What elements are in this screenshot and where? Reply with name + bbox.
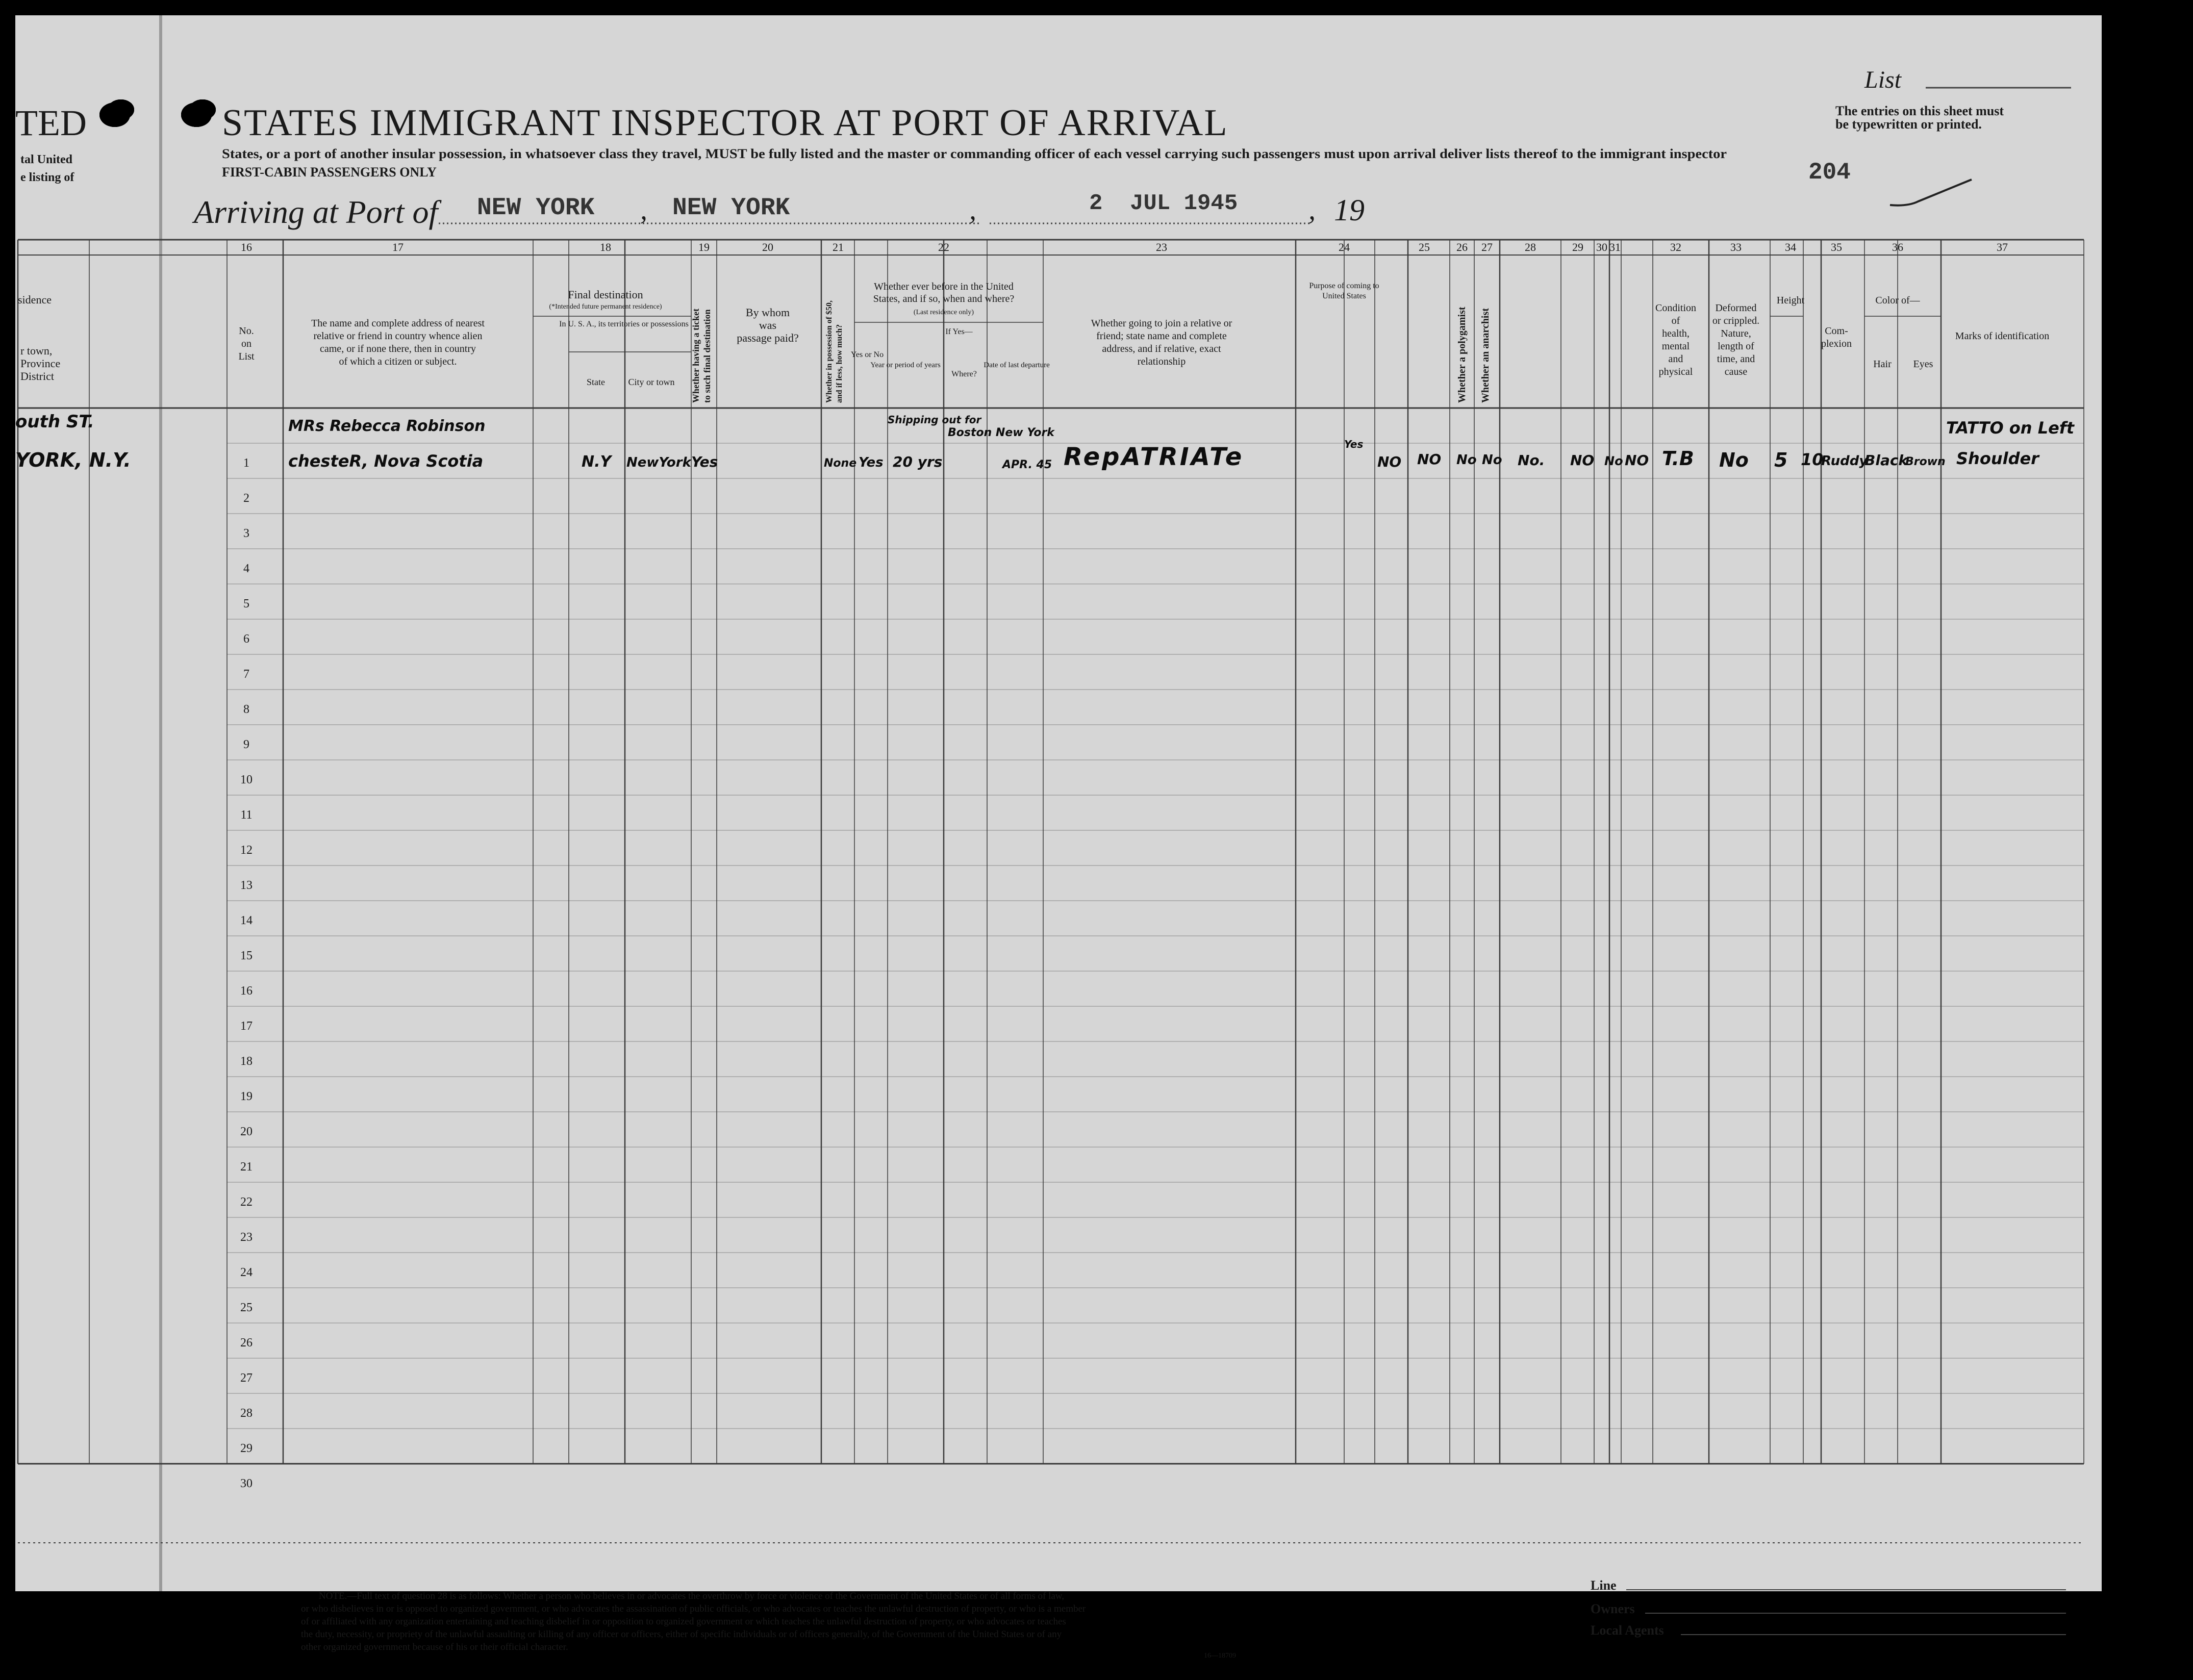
- row-number: 28: [240, 1407, 253, 1420]
- col22-date: Date of last departure: [984, 361, 1050, 369]
- col21-label: and if less, how much?: [835, 324, 844, 403]
- col23-label: friend; state name and complete: [1096, 330, 1227, 342]
- row-number: 10: [240, 773, 253, 786]
- row-number: 23: [240, 1231, 253, 1244]
- column-number: 26: [1456, 241, 1468, 253]
- row-number: 24: [240, 1266, 253, 1279]
- col22-label: Whether ever before in the United: [874, 281, 1014, 292]
- year-prefix: 19: [1334, 193, 1365, 227]
- note-line: or who disbelieves in or is opposed to organized government, or who advocates the assassination of public officials, or who advocates or teaches the unlawful destruction of property, or who is a member: [301, 1603, 1086, 1614]
- col31-value: NO: [1625, 452, 1649, 469]
- left-title-fragment: TED: [15, 103, 87, 143]
- row-number: 13: [240, 879, 253, 892]
- believes: No.: [1518, 452, 1545, 469]
- column-number: 23: [1156, 241, 1167, 253]
- row-number: 2: [243, 492, 249, 505]
- deformed: No: [1719, 449, 1749, 471]
- footer-owners-label: Owners: [1591, 1601, 1635, 1616]
- col33-label: time, and: [1717, 353, 1755, 365]
- col32-label: and: [1668, 353, 1683, 365]
- column-number: 21: [833, 241, 844, 253]
- note-line: the duty, necessity, or propriety of the unlawful assaulting or killing of any officer or officers, either of specific individuals or of officers generally, of the Government of the United States or of any: [301, 1629, 1062, 1640]
- row-number: 9: [243, 738, 249, 751]
- form-code: 16—18709: [1204, 1652, 1236, 1660]
- col27-label: Whether an anarchist: [1480, 308, 1491, 403]
- period: 20 yrs: [893, 453, 943, 470]
- row-number: 14: [240, 914, 253, 927]
- hair-color: Black: [1864, 452, 1908, 469]
- period-note: Shipping out for: [888, 414, 981, 426]
- town-line: Province: [20, 357, 61, 370]
- col19-label: to such final destination: [702, 309, 712, 403]
- column-number: 29: [1572, 241, 1583, 253]
- col23-label: address, and if relative, exact: [1102, 343, 1221, 354]
- col23-label: relationship: [1137, 356, 1186, 367]
- port-comma-1: ,: [640, 194, 647, 226]
- before-yes-no: Yes: [859, 455, 884, 470]
- col20-label: passage paid?: [737, 332, 799, 344]
- arriving-label: Arriving at Port of: [194, 194, 438, 230]
- column-number: 24: [1339, 241, 1350, 253]
- excluded: NO: [1570, 452, 1595, 469]
- row-number: 6: [243, 632, 249, 646]
- date-departure: APR. 45: [1002, 459, 1052, 471]
- col32-label: physical: [1658, 366, 1693, 377]
- column-number: 36: [1892, 241, 1903, 253]
- col22-label: (Last residence only): [913, 309, 974, 316]
- date-stamp: JUL 1945: [1130, 191, 1238, 216]
- note-line: other organized government because of his or their official character.: [301, 1642, 568, 1652]
- column-number: 31: [1609, 241, 1621, 253]
- row-number: 16: [240, 984, 253, 998]
- col18-state: State: [587, 377, 605, 387]
- prev-address-line: YORK, N.Y.: [15, 449, 131, 471]
- note-line: of or affiliated with any organization entertaining and teaching disbelief in or opposition to organized government or which teaches the unlawful destruction of property, or who advocates or teaches: [301, 1616, 1066, 1627]
- paper-right-edge: [2102, 0, 2193, 1680]
- join-relative: RepATRIATe: [1064, 443, 1244, 471]
- row-number: 30: [240, 1477, 253, 1490]
- column-number: 18: [600, 241, 611, 253]
- col33-label: Nature,: [1721, 328, 1751, 339]
- anarchist: No: [1482, 452, 1502, 468]
- col34-label: Height: [1776, 295, 1805, 306]
- row-number: 27: [240, 1371, 253, 1385]
- punch-hole: [189, 99, 216, 120]
- col32-label: health,: [1662, 328, 1690, 339]
- col24-label: United States: [1322, 292, 1366, 300]
- list-label: List: [1864, 66, 1902, 93]
- prev-address-line: outh ST.: [15, 412, 94, 432]
- note-line: NOTE.—Full text of question 28 is as follows: Whether a person who believes in or advocates the overthrow by force or violence of the Government of the United States or of all forms of law,: [319, 1591, 1065, 1601]
- purpose: NO: [1377, 453, 1402, 470]
- col16-label: No.: [239, 325, 254, 337]
- year-comma: ,: [1308, 194, 1316, 226]
- column-number: 22: [938, 241, 949, 253]
- town-line: r town,: [20, 344, 53, 357]
- column-number: 16: [241, 241, 252, 253]
- relative-name: MRs Rebecca Robinson: [288, 417, 486, 435]
- port-stamp-2: NEW YORK: [672, 194, 790, 222]
- left-header-line: e listing of: [20, 171, 74, 184]
- row-number: 15: [240, 949, 253, 962]
- col36-label: Color of—: [1875, 295, 1920, 306]
- where: Boston New York: [948, 426, 1054, 439]
- col32-label: Condition: [1655, 302, 1697, 314]
- date-day-stamp: 2: [1089, 191, 1103, 216]
- ticket: Yes: [691, 453, 718, 470]
- column-number: 34: [1785, 241, 1796, 253]
- height-feet: 5: [1774, 449, 1788, 471]
- col19-label: Whether having a ticket: [691, 308, 701, 403]
- col35-label: Com-: [1825, 325, 1848, 337]
- row-number: 29: [240, 1442, 253, 1455]
- col20-label: was: [759, 319, 777, 332]
- health: T.B: [1662, 447, 1694, 470]
- row-number: 20: [240, 1125, 253, 1138]
- footer-line-label: Line: [1591, 1578, 1617, 1593]
- marks-line: Shoulder: [1956, 449, 2039, 468]
- column-number: 33: [1730, 241, 1742, 253]
- list-number: 204: [1808, 159, 1851, 186]
- col17-label: The name and complete address of nearest: [311, 318, 485, 329]
- list-instruction: be typewritten or printed.: [1835, 117, 1982, 132]
- row-number: 11: [240, 808, 253, 822]
- col22-where: Where?: [951, 370, 977, 378]
- form-subtitle-class: FIRST-CABIN PASSENGERS ONLY: [222, 165, 437, 180]
- col22-yes-no: Yes or No: [850, 350, 884, 359]
- row-number: 25: [240, 1301, 253, 1314]
- col20-label: By whom: [745, 306, 790, 319]
- row-number: 22: [240, 1195, 253, 1209]
- row-number: 21: [240, 1160, 253, 1174]
- row-number: 3: [243, 527, 249, 540]
- col23-label: Whether going to join a relative or: [1091, 318, 1232, 329]
- list-instruction: The entries on this sheet must: [1835, 104, 2004, 118]
- punch-hole: [108, 99, 134, 120]
- col24-label: Purpose of coming to: [1309, 282, 1379, 290]
- column-number: 32: [1670, 241, 1681, 253]
- col21-label: Whether in possession of $50,: [825, 300, 834, 403]
- marks-line: TATTO on Left: [1946, 418, 2074, 438]
- col36-hair: Hair: [1873, 359, 1892, 370]
- height-inches: 10: [1801, 450, 1824, 469]
- col16-label: List: [238, 351, 255, 362]
- eye-color: Brown: [1905, 455, 1946, 468]
- residence-header: sidence: [18, 293, 52, 306]
- prison: NO: [1417, 451, 1442, 468]
- column-number: 37: [1997, 241, 2008, 253]
- row-number: 18: [240, 1055, 253, 1068]
- town-line: District: [20, 370, 54, 383]
- form-subtitle: States, or a port of another insular possession, in whatsoever class they travel, MUST be fully listed and the master or commanding officer of each vessel carrying such passengers must upon arrival deliver lists thereof to the immigrant inspector: [222, 146, 1727, 161]
- column-number: 19: [698, 241, 710, 253]
- column-number: 17: [392, 241, 404, 253]
- col17-label: relative or friend in country whence alien: [313, 330, 483, 342]
- col16-label: on: [241, 338, 251, 349]
- col33-label: Deformed: [1715, 302, 1757, 314]
- col17-label: of which a citizen or subject.: [339, 356, 457, 367]
- money: None: [824, 457, 857, 470]
- col17-label: came, or if none there, then in country: [320, 343, 476, 354]
- col32-label: mental: [1661, 341, 1690, 352]
- column-number: 27: [1481, 241, 1493, 253]
- column-number: 20: [762, 241, 773, 253]
- row-number: 8: [243, 703, 249, 716]
- col33-label: or crippled.: [1712, 315, 1760, 326]
- col32-label: of: [1671, 315, 1680, 326]
- column-number: 35: [1831, 241, 1842, 253]
- col18-sublabel: (*Intended future permanent residence): [549, 303, 662, 311]
- col35-label: plexion: [1821, 338, 1852, 349]
- row-number: 12: [240, 844, 253, 857]
- col18-usa: In U. S. A., its territories or possessions: [559, 320, 689, 328]
- relative-address: chesteR, Nova Scotia: [288, 451, 484, 471]
- arrested: No: [1604, 454, 1623, 468]
- column-number: 28: [1525, 241, 1536, 253]
- col36-eyes: Eyes: [1913, 359, 1933, 370]
- dest-state: N.Y: [582, 453, 612, 471]
- col33-label: cause: [1724, 366, 1748, 377]
- col22-period: Year or period of years: [870, 361, 941, 369]
- row-number: 5: [243, 597, 249, 610]
- col33-label: length of: [1718, 341, 1754, 352]
- complexion: Ruddy: [1821, 453, 1868, 469]
- row-number: 4: [243, 562, 249, 575]
- row-number: 1: [243, 456, 249, 470]
- column-number: 30: [1596, 241, 1607, 253]
- row-number: 17: [240, 1020, 253, 1033]
- col18-label: Final destination: [568, 288, 643, 301]
- purpose-note: Yes: [1344, 438, 1364, 450]
- col18-city: City or town: [628, 377, 675, 387]
- row-number: 26: [240, 1336, 253, 1350]
- column-number: 25: [1419, 241, 1430, 253]
- footer-agents-label: Local Agents: [1591, 1623, 1664, 1638]
- polygamist: No: [1456, 452, 1477, 468]
- form-title: STATES IMMIGRANT INSPECTOR AT PORT OF ARRIVAL: [222, 102, 1228, 144]
- date-comma: ,: [969, 194, 976, 226]
- row-number: 7: [243, 668, 249, 681]
- port-stamp-1: NEW YORK: [477, 194, 595, 222]
- col37-label: Marks of identification: [1955, 330, 2050, 342]
- col26-label: Whether a polygamist: [1456, 307, 1468, 403]
- row-number: 19: [240, 1090, 253, 1103]
- col22-label: States, and if so, when and where?: [873, 293, 1015, 304]
- dest-city: NewYork: [626, 455, 691, 470]
- footer-note: [301, 1591, 1086, 1652]
- col22-if-yes: If Yes—: [945, 327, 973, 336]
- left-header-line: tal United: [20, 153, 72, 166]
